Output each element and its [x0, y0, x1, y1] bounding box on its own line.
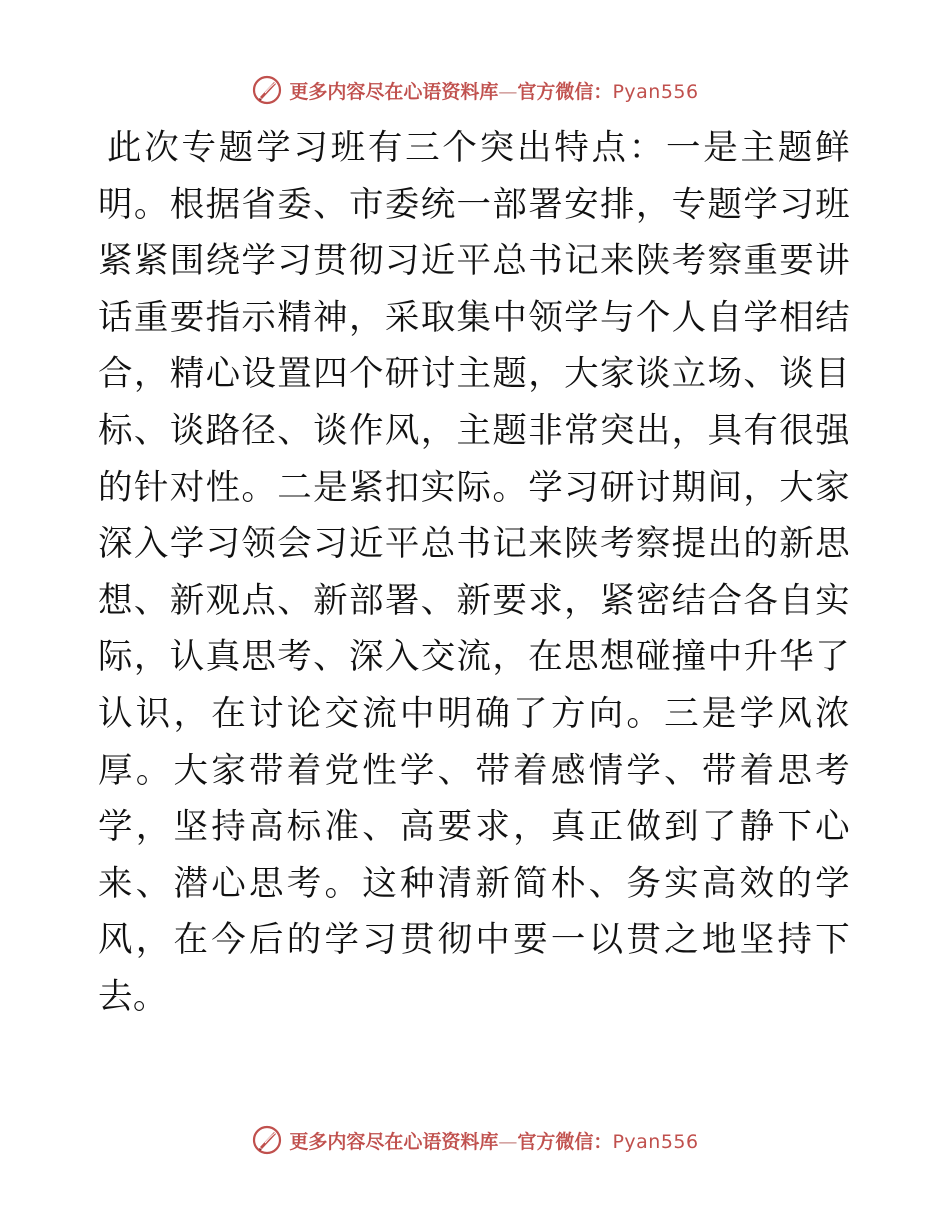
quill-logo-icon — [251, 1124, 283, 1156]
watermark-separator: — — [498, 1130, 518, 1153]
footer-watermark — [0, 1120, 950, 1160]
watermark-label: 官方微信： — [517, 80, 613, 103]
watermark-prefix: 更多内容尽在心语资料库 — [289, 1130, 499, 1153]
watermark-id: Pyan556 — [612, 1130, 699, 1153]
watermark-label: 官方微信： — [517, 1130, 613, 1153]
quill-logo-icon — [251, 74, 283, 106]
watermark-id: Pyan556 — [612, 80, 699, 103]
body-paragraph: 此次专题学习班有三个突出特点：一是主题鲜明。根据省委、市委统一部署安排，专题学习班紧紧围绕学习贯彻习近平总书记来陕考察重要讲话重要指示精神，采取集中领学与个人自学相结合，精心设置四个研讨主题，大家谈立场、谈目标、谈路径、谈作风，主题非常突出，具有很强的针对性。二是紧扣实际。学习研讨期间，大家深入学习领会习近平总书记来陕考察提出的新思想、新观点、新部署、新要求，紧密结合各自实际，认真思考、深入交流，在思想碰撞中升华了认识，在讨论交流中明确了方向。三是学风浓厚。大家带着党性学、带着感情学、带着思考学，坚持高标准、高要求，真正做到了静下心来、潜心思考。这种清新简朴、务实高效的学风，在今后的学习贯彻中要一以贯之地坚持下去。 — [98, 128, 850, 1017]
watermark-text — [289, 77, 698, 104]
watermark-prefix: 更多内容尽在心语资料库 — [289, 80, 499, 103]
watermark-text — [289, 1127, 698, 1154]
watermark-separator: — — [498, 80, 518, 103]
document-body — [98, 120, 850, 1026]
header-watermark — [0, 70, 950, 110]
